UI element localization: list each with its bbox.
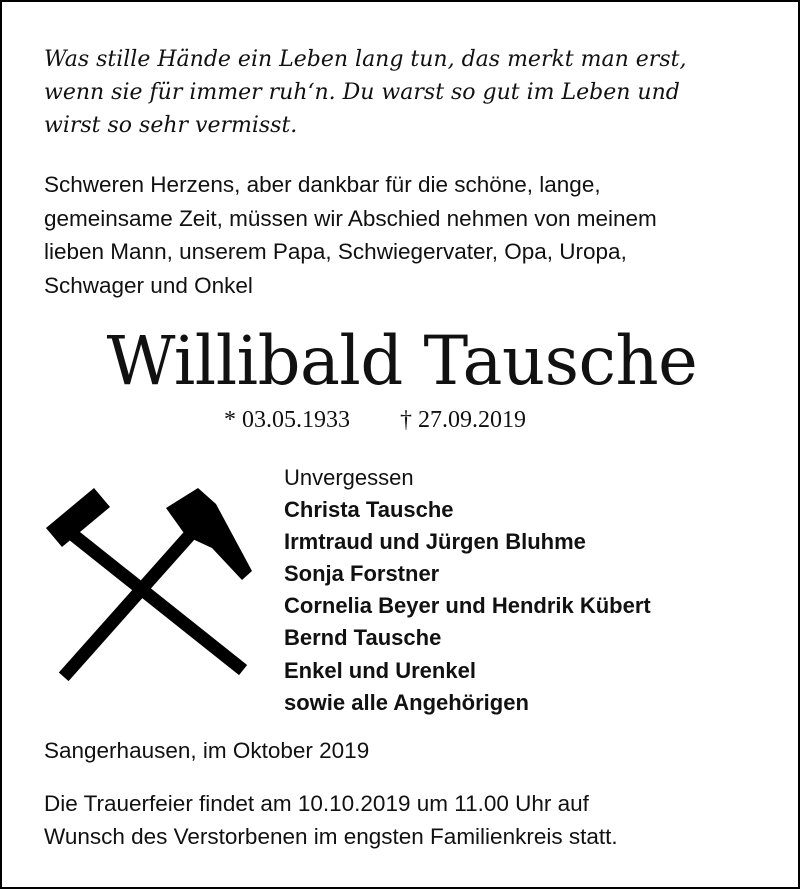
- mourners-label: Unvergessen: [284, 465, 414, 490]
- intro-line: lieben Mann, unserem Papa, Schwiegervater, Opa, Uropa,: [44, 239, 627, 264]
- funeral-notice: [44, 787, 784, 853]
- deceased-name: Willibald Tausche: [106, 322, 698, 400]
- mourner-name: Cornelia Beyer und Hendrik Kübert: [284, 593, 651, 619]
- life-dates: [224, 405, 526, 435]
- notice-line: Wunsch des Verstorbenen im engsten Familienkreis statt.: [44, 824, 618, 849]
- intro-line: Schwager und Onkel: [44, 272, 253, 298]
- death-date: † 27.09.2019: [400, 407, 526, 433]
- poem-line: wirst so sehr vermisst.: [44, 113, 298, 138]
- intro-text: [44, 168, 784, 302]
- notice-line: Die Trauerfeier findet am 10.10.2019 um 11.00 Uhr auf: [44, 791, 589, 816]
- place-date: Sangerhausen, im Oktober 2019: [44, 738, 370, 763]
- birth-date: * 03.05.1933: [224, 407, 350, 433]
- intro-line: gemeinsame Zeit, müssen wir Abschied nehmen von meinem: [44, 205, 657, 231]
- memorial-poem: [44, 43, 784, 142]
- poem-line: Was stille Hände ein Leben lang tun, das merkt man erst,: [44, 47, 687, 72]
- mourners-list: [284, 462, 651, 719]
- mourner-name: Enkel und Urenkel: [284, 657, 476, 683]
- crossed-hammers-icon: [46, 488, 262, 688]
- mourner-name: Bernd Tausche: [284, 625, 442, 651]
- intro-line: Schweren Herzens, aber dankbar für die schöne, lange,: [44, 172, 601, 197]
- poem-line: wenn sie für immer ruh‘n. Du warst so gut im Leben und: [44, 80, 680, 105]
- mourner-name: Christa Tausche: [284, 497, 454, 523]
- mourner-name: Sonja Forstner: [284, 561, 440, 587]
- mourner-name: sowie alle Angehörigen: [284, 689, 529, 715]
- mourner-name: Irmtraud und Jürgen Bluhme: [284, 529, 586, 555]
